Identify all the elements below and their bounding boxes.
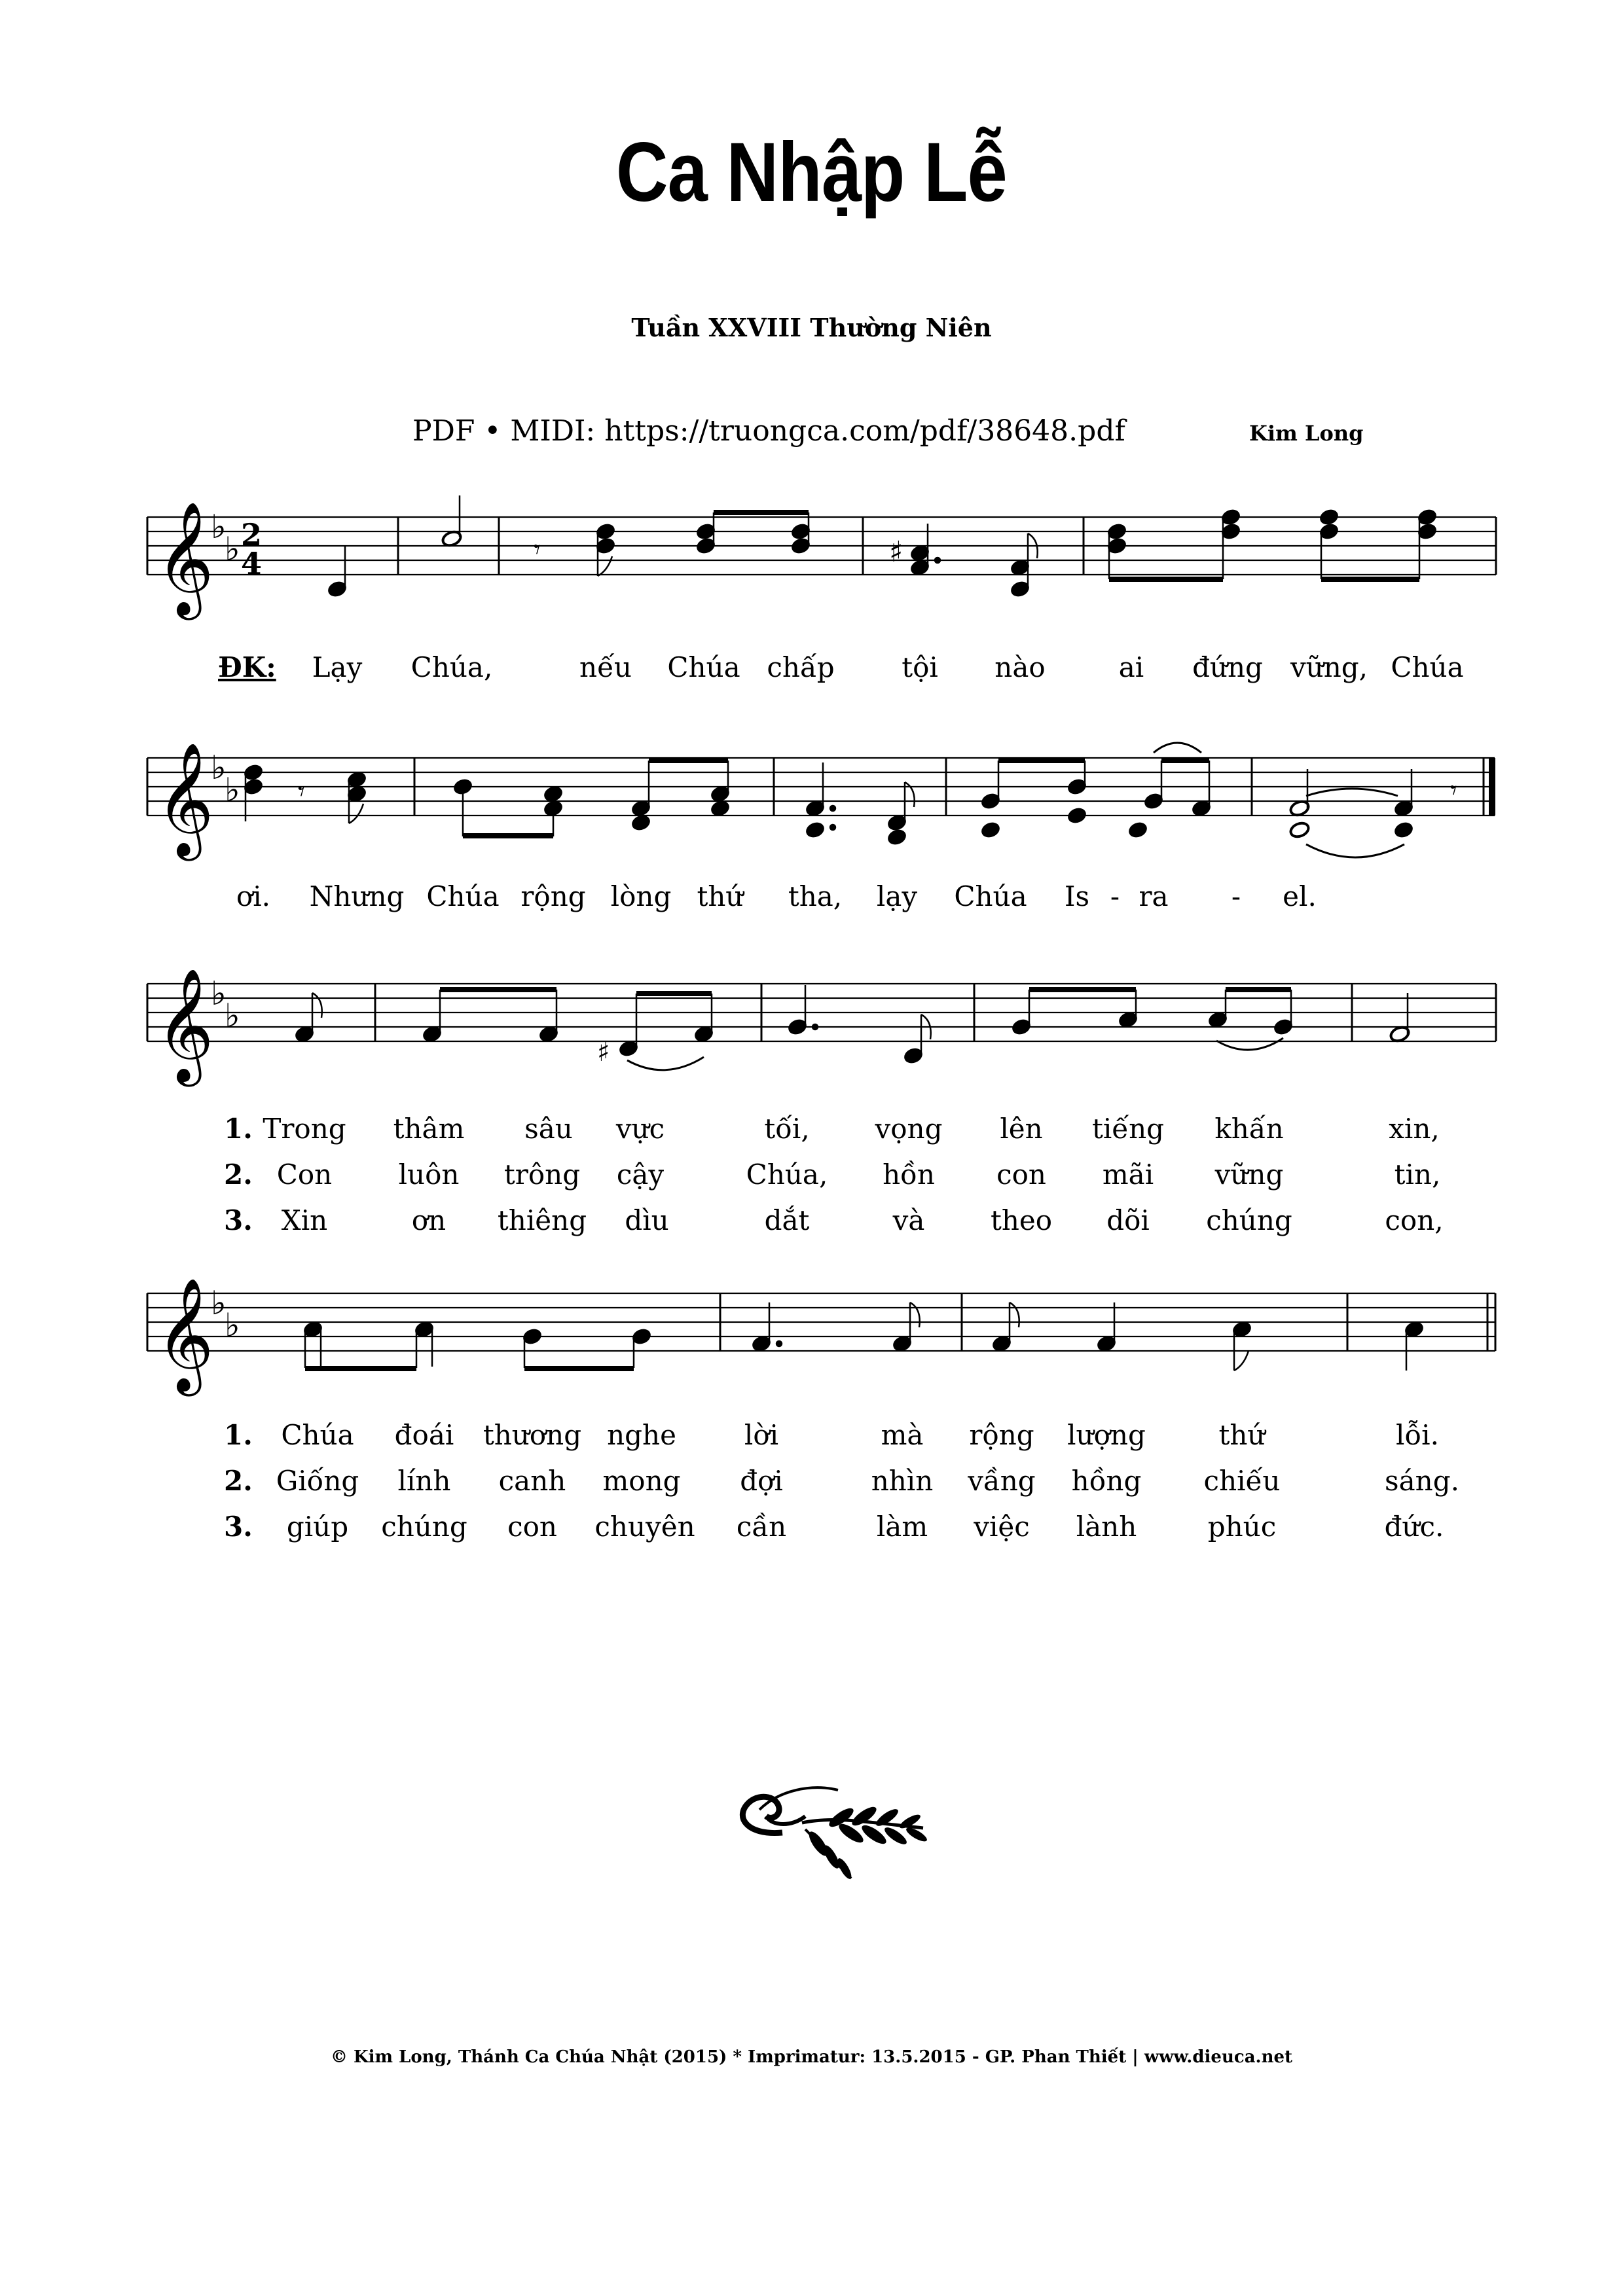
lyric-word: tha,: [788, 880, 843, 912]
svg-text:𝄾: 𝄾: [298, 777, 305, 807]
verse-number: 2.: [224, 1158, 253, 1191]
notes-system-2: [243, 743, 1457, 857]
lyric-word: sáng.: [1385, 1465, 1459, 1497]
lyric-word: chuyên: [594, 1511, 695, 1543]
lyric-word: Chúa: [954, 880, 1027, 912]
lyric-word: vầng: [968, 1465, 1036, 1497]
lyric-word: Xin: [281, 1204, 328, 1236]
song-title: Ca Nhập Lễ: [615, 126, 1007, 219]
lyric-word: thiêng: [497, 1204, 587, 1236]
lyric-word: tối,: [764, 1113, 810, 1145]
wheat-flourish-icon: [720, 1770, 936, 1888]
flat-icon: ♭: [211, 975, 227, 1013]
notes-system-1: [327, 495, 1437, 598]
lyric-word: Lạy: [312, 651, 363, 683]
liturgical-occasion: Tuần XXVIII Thường Niên: [631, 313, 992, 342]
source-link[interactable]: PDF • MIDI: https://truongca.com/pdf/38648.pdf: [412, 414, 1125, 448]
lyric-word: thương: [483, 1419, 582, 1451]
composer-name: Kim Long: [1249, 421, 1364, 446]
staff-system-1: [0, 501, 1623, 628]
lyric-word: đợi: [740, 1465, 783, 1497]
lyric-word: lỗi.: [1396, 1419, 1439, 1451]
flat-icon: ♭: [211, 1284, 227, 1322]
lyric-word: Is: [1064, 880, 1090, 912]
lyric-word: vững,: [1290, 651, 1368, 683]
verse-number: 1.: [224, 1419, 253, 1451]
lyric-word: lượng: [1067, 1419, 1146, 1451]
svg-text:𝄾: 𝄾: [534, 535, 541, 565]
copyright-footer: © Kim Long, Thánh Ca Chúa Nhật (2015) * Imprimatur: 13.5.2015 - GP. Phan Thiết | www.dieuca.net: [330, 2047, 1293, 2067]
lyric-word: dìu: [625, 1204, 669, 1236]
treble-clef-icon: 𝄞: [156, 1278, 214, 1391]
svg-text:𝄾: 𝄾: [1450, 776, 1457, 806]
lyric-word: chúng: [1206, 1204, 1292, 1236]
lyric-word: nhìn: [871, 1465, 934, 1497]
lyric-word: dắt: [764, 1204, 810, 1236]
lyric-word: nghe: [607, 1419, 676, 1451]
lyric-word: lời: [744, 1419, 779, 1451]
lyric-word: con: [996, 1158, 1046, 1191]
lyric-word: ai: [1118, 651, 1144, 683]
flat-icon: ♭: [225, 1306, 240, 1344]
svg-text:♯: ♯: [889, 535, 903, 569]
lyric-word: tin,: [1394, 1158, 1441, 1191]
lyric-word: mong: [602, 1465, 681, 1497]
lyric-word: Chúa,: [746, 1158, 828, 1191]
lyric-word: theo: [990, 1204, 1053, 1236]
lyric-word: Chúa,: [410, 651, 493, 683]
lyric-word: Chúa: [281, 1419, 354, 1451]
lyric-word: el.: [1283, 880, 1317, 912]
lyric-word: Trong: [263, 1113, 346, 1145]
lyric-word: hồng: [1071, 1465, 1142, 1497]
lyric-word: đứng: [1192, 651, 1263, 683]
lyric-word: vực: [615, 1113, 665, 1145]
lyric-word: thứ: [1218, 1419, 1266, 1451]
lyric-word: Giống: [276, 1465, 359, 1497]
lyric-word: xin,: [1389, 1113, 1440, 1145]
time-signature-top: 2: [241, 517, 263, 552]
refrain-label: ĐK:: [218, 651, 276, 683]
staff-system-2: [0, 726, 1623, 870]
lyric-word: việc: [974, 1511, 1030, 1543]
lyric-word: chúng: [381, 1511, 467, 1543]
lyric-word: khấn: [1214, 1113, 1284, 1145]
lyric-word: vững: [1214, 1158, 1284, 1191]
lyric-word: nào: [994, 651, 1046, 683]
time-signature-bottom: 4: [241, 546, 263, 581]
flat-icon: ♭: [225, 771, 240, 809]
lyric-word: con: [507, 1511, 557, 1543]
lyric-word: Chúa: [1391, 651, 1464, 683]
lyric-word: lính: [397, 1465, 451, 1497]
lyric-word: luôn: [398, 1158, 460, 1191]
flat-icon: ♭: [225, 530, 240, 568]
verse-number: 2.: [224, 1465, 253, 1497]
lyric-word: lạy: [876, 880, 918, 912]
lyric-word: đoái: [394, 1419, 454, 1451]
lyric-word: canh: [498, 1465, 566, 1497]
treble-clef-icon: 𝄞: [156, 501, 214, 615]
lyric-word: và: [892, 1204, 925, 1236]
lyric-word: Chúa: [667, 651, 740, 683]
lyric-word: hồn: [883, 1158, 935, 1191]
lyric-word: lành: [1076, 1511, 1137, 1543]
lyric-word: sâu: [524, 1113, 573, 1145]
lyric-word: Chúa: [426, 880, 500, 912]
lyric-word: Nhưng: [309, 880, 405, 912]
lyric-word: cậy: [616, 1158, 665, 1191]
lyric-word: nếu: [579, 651, 632, 683]
lyric-word: cần: [736, 1511, 787, 1543]
lyric-word: ra: [1139, 880, 1169, 912]
lyric-word: mãi: [1102, 1158, 1154, 1191]
lyric-word: làm: [876, 1511, 928, 1543]
lyric-word: thâm: [393, 1113, 465, 1145]
lyric-word: trông: [503, 1158, 581, 1191]
lyric-word: giúp: [286, 1511, 349, 1543]
lyric-word: chiếu: [1203, 1465, 1281, 1497]
lyric-hyphen: -: [1231, 880, 1241, 912]
lyric-word: rộng: [520, 880, 586, 912]
lyric-word: vọng: [875, 1113, 943, 1145]
lyric-word: Con: [276, 1158, 333, 1191]
lyric-word: thứ: [697, 880, 744, 912]
lyric-word: ơi.: [236, 880, 271, 912]
staff-system-4: [0, 1276, 1623, 1401]
treble-clef-icon: 𝄞: [156, 968, 214, 1082]
lyric-word: ơn: [411, 1204, 447, 1236]
staff-system-3: [0, 969, 1623, 1093]
lyric-word: tội: [902, 651, 938, 683]
svg-text:♯: ♯: [597, 1037, 610, 1067]
verse-number: 3.: [224, 1204, 253, 1236]
lyric-hyphen: -: [1110, 880, 1120, 912]
lyric-word: dõi: [1106, 1204, 1150, 1236]
lyric-word: tiếng: [1091, 1113, 1165, 1145]
verse-number: 3.: [224, 1511, 253, 1543]
lyric-word: lòng: [610, 880, 672, 912]
flat-icon: ♭: [211, 749, 227, 787]
lyric-word: chấp: [767, 651, 835, 683]
lyric-word: rộng: [969, 1419, 1034, 1451]
lyric-word: mà: [881, 1419, 924, 1451]
lyric-word: phúc: [1207, 1511, 1277, 1543]
lyric-word: đức.: [1384, 1511, 1444, 1543]
flat-icon: ♭: [211, 508, 227, 546]
lyric-word: con,: [1385, 1204, 1444, 1236]
flat-icon: ♭: [225, 997, 240, 1035]
lyric-word: lên: [1000, 1113, 1043, 1145]
verse-number: 1.: [224, 1113, 253, 1145]
treble-clef-icon: 𝄞: [156, 742, 214, 856]
